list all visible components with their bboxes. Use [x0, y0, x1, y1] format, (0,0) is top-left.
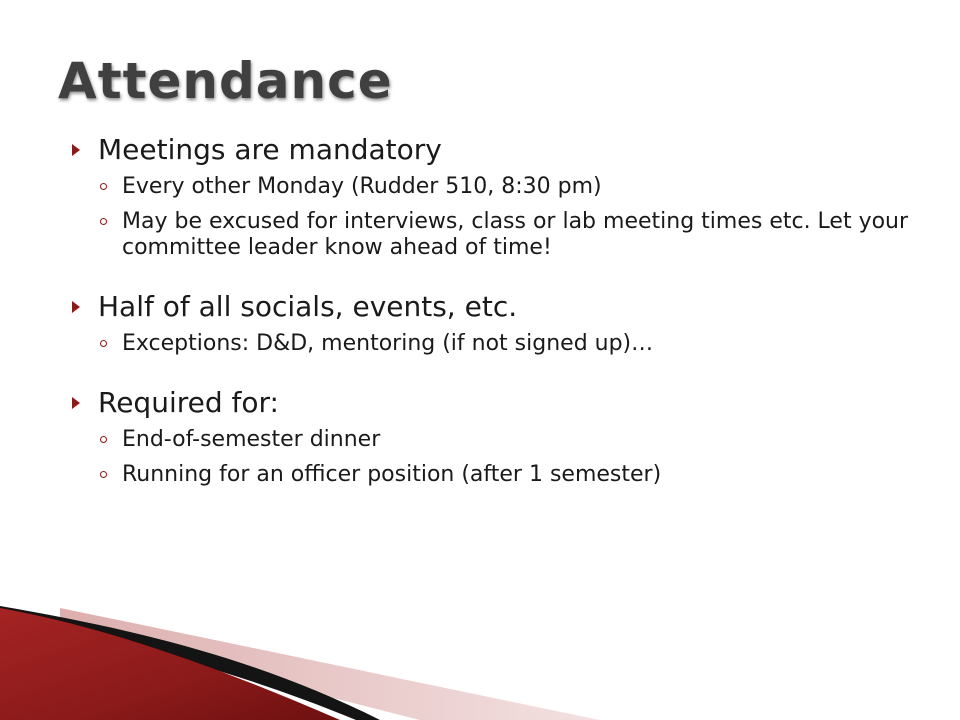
sub-item-text: End-of-semester dinner [122, 427, 381, 452]
bullet-text: Meetings are mandatory [98, 133, 442, 166]
sub-item-text: Exceptions: D&D, mentoring (if not signed up)… [122, 331, 654, 356]
sub-item-text: May be excused for interviews, class or lab meeting times etc. Let your committee leader know ahead of time! [122, 209, 909, 260]
bullet-text: Required for: [98, 386, 279, 419]
bullet-text: Half of all socials, events, etc. [98, 290, 518, 323]
slide-title: Attendance [58, 52, 393, 110]
sub-item-text: Every other Monday (Rudder 510, 8:30 pm) [122, 174, 602, 199]
sub-item-text: Running for an officer position (after 1 semester) [122, 462, 662, 487]
